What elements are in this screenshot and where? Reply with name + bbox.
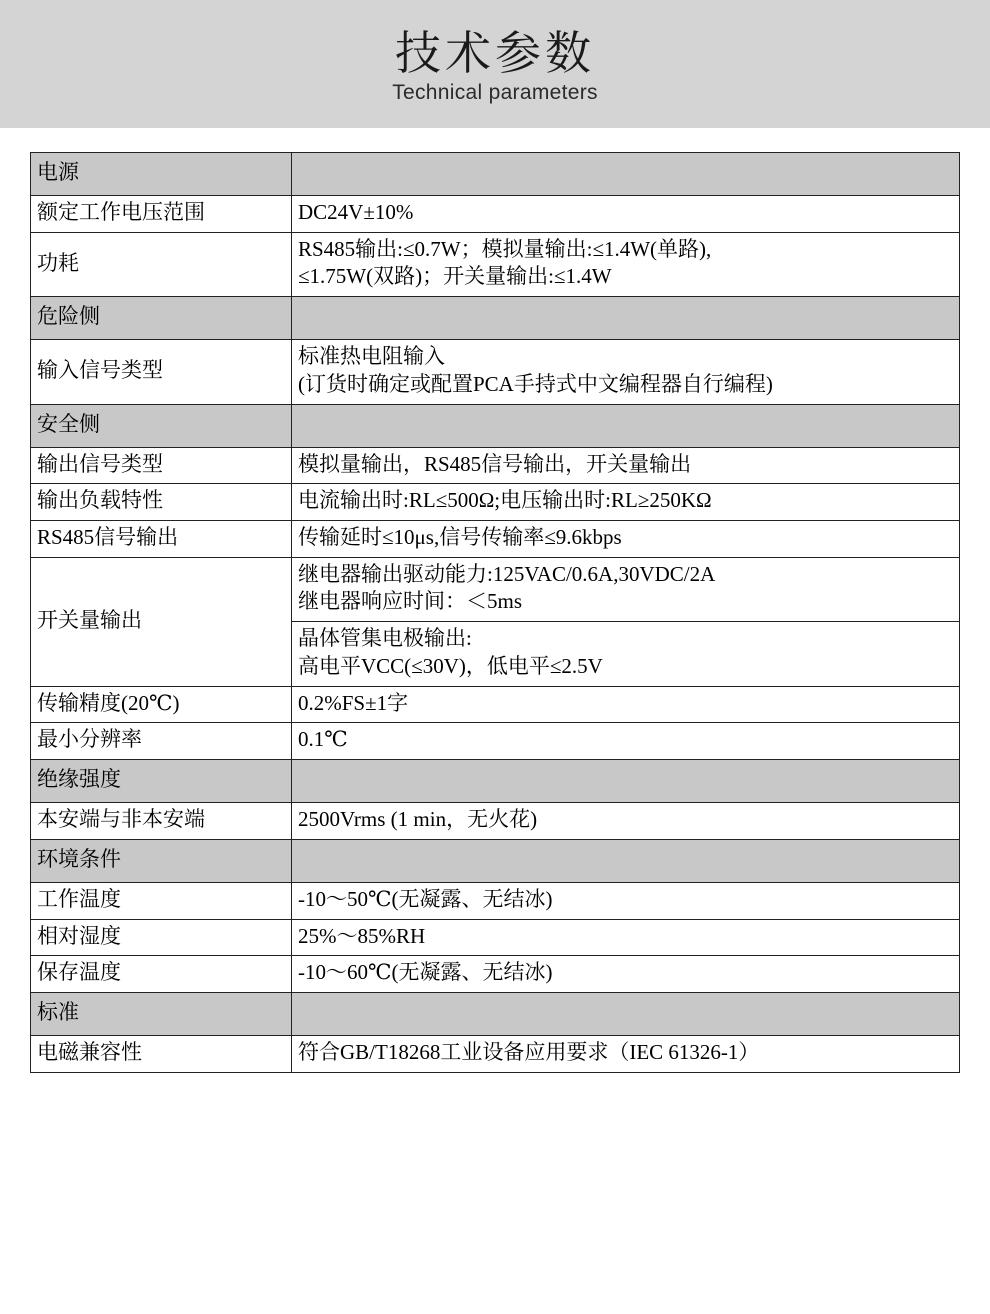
table-row: [31, 232, 960, 296]
table-row: [31, 340, 960, 404]
section-label: 环境条件: [31, 839, 292, 882]
section-label: 电源: [31, 153, 292, 196]
table-section-row: [31, 760, 960, 803]
specification-table: [30, 152, 960, 1073]
table-row: [31, 557, 960, 621]
table-section-row: [31, 839, 960, 882]
section-label: 标准: [31, 992, 292, 1035]
row-value: 0.1℃: [292, 723, 960, 760]
section-label: 危险侧: [31, 297, 292, 340]
row-label: 传输精度(20℃): [31, 686, 292, 723]
row-value: -10～60℃(无凝露、无结冰): [292, 956, 960, 993]
table-row: [31, 956, 960, 993]
row-label: 最小分辨率: [31, 723, 292, 760]
section-value: [292, 992, 960, 1035]
table-row: [31, 521, 960, 558]
table-row: [31, 803, 960, 840]
section-label: 安全侧: [31, 404, 292, 447]
row-value-line: ≤1.75W(双路)；开关量输出:≤1.4W: [298, 264, 612, 289]
row-value: 25%～85%RH: [292, 919, 960, 956]
row-label: 额定工作电压范围: [31, 196, 292, 233]
table-section-row: [31, 992, 960, 1035]
row-label: 相对湿度: [31, 919, 292, 956]
row-label: 输出信号类型: [31, 447, 292, 484]
row-value: 模拟量输出，RS485信号输出，开关量输出: [292, 447, 960, 484]
row-value: 传输延时≤10μs,信号传输率≤9.6kbps: [292, 521, 960, 558]
table-row: [31, 723, 960, 760]
section-value: [292, 297, 960, 340]
row-value: 2500Vrms (1 min，无火花): [292, 803, 960, 840]
row-label: 电磁兼容性: [31, 1035, 292, 1072]
row-label: 工作温度: [31, 882, 292, 919]
table-row: [31, 919, 960, 956]
row-label: 功耗: [31, 232, 292, 296]
row-value-line: 高电平VCC(≤30V)，低电平≤2.5V: [298, 653, 603, 678]
row-value-line: 晶体管集电极输出:: [298, 626, 472, 651]
row-label: 开关量输出: [31, 557, 292, 686]
section-label: 绝缘强度: [31, 760, 292, 803]
row-label: RS485信号输出: [31, 521, 292, 558]
table-section-row: [31, 153, 960, 196]
page-header: [0, 0, 990, 128]
row-label: 保存温度: [31, 956, 292, 993]
spec-table-wrap: [0, 128, 990, 1073]
row-value-line: 标准热电阻输入: [298, 344, 445, 369]
row-value: 0.2%FS±1字: [292, 686, 960, 723]
row-value: -10～50℃(无凝露、无结冰): [292, 882, 960, 919]
row-value-line: 继电器输出驱动能力:125VAC/0.6A,30VDC/2A: [298, 561, 716, 586]
section-value: [292, 153, 960, 196]
row-value: 电流输出时:RL≤500Ω;电压输出时:RL≥250KΩ: [292, 484, 960, 521]
row-label: 本安端与非本安端: [31, 803, 292, 840]
section-value: [292, 839, 960, 882]
row-value-line: RS485输出:≤0.7W；模拟量输出:≤1.4W(单路),: [298, 236, 712, 261]
table-row: [31, 484, 960, 521]
table-section-row: [31, 297, 960, 340]
page-title-en: Technical parameters: [392, 81, 598, 105]
page-title-cn: 技术参数: [395, 26, 595, 79]
row-label: 输入信号类型: [31, 340, 292, 404]
row-value: [292, 232, 960, 296]
table-row: [31, 882, 960, 919]
row-value: [292, 557, 960, 621]
table-row: [31, 1035, 960, 1072]
table-row: [31, 447, 960, 484]
table-row: [31, 196, 960, 233]
row-value-line: 继电器响应时间：＜5ms: [298, 589, 523, 614]
row-value: [292, 622, 960, 686]
table-section-row: [31, 404, 960, 447]
table-row: [31, 686, 960, 723]
section-value: [292, 760, 960, 803]
row-value-line: (订货时确定或配置PCA手持式中文编程器自行编程): [298, 371, 773, 396]
row-label: 输出负载特性: [31, 484, 292, 521]
row-value: 符合GB/T18268工业设备应用要求（IEC 61326-1）: [292, 1035, 960, 1072]
section-value: [292, 404, 960, 447]
row-value: DC24V±10%: [292, 196, 960, 233]
row-value: [292, 340, 960, 404]
